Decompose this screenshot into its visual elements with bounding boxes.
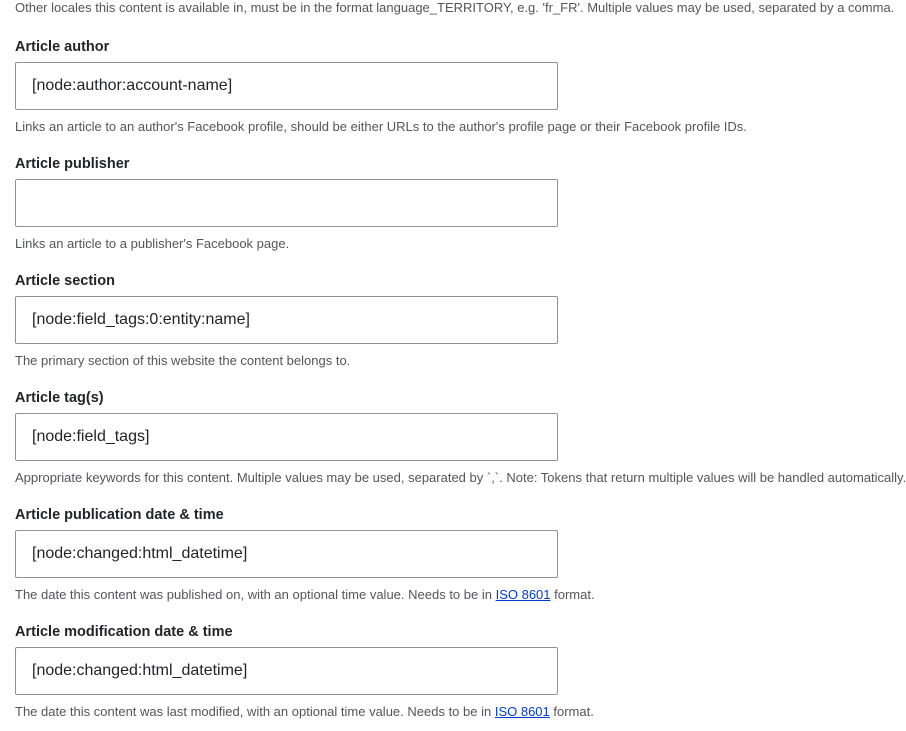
iso-8601-link[interactable]: ISO 8601 — [494, 704, 550, 719]
article-author-input[interactable] — [15, 62, 558, 110]
article-tags-description: Appropriate keywords for this content. Multiple values may be used, separated by `,`. Note: Tokens that return multiple values will be handled automatically. — [15, 470, 906, 485]
field-article-modified-time — [15, 623, 618, 720]
iso-8601-link[interactable]: ISO 8601 — [495, 587, 551, 602]
published-time-desc-suffix: format. — [550, 587, 595, 602]
modified-time-desc-prefix: The date this content was last modified, with an optional time value. Needs to be in — [15, 704, 495, 719]
locale-alternate-description: Other locales this content is available in, must be in the format language_TERRITORY, e.g. 'fr_FR'. Multiple values may be used, separated by a comma. — [15, 0, 895, 15]
article-modified-time-label: Article modification date & time — [15, 624, 233, 640]
article-published-time-description — [15, 587, 618, 603]
article-tags-label: Article tag(s) — [15, 390, 104, 406]
article-tags-input[interactable] — [15, 413, 558, 461]
field-article-tags — [15, 389, 906, 486]
article-author-description: Links an article to an author's Facebook profile, should be either URLs to the author's profile page or their Facebook profile IDs. — [15, 119, 747, 134]
article-published-time-input[interactable] — [15, 530, 558, 578]
article-section-label: Article section — [15, 273, 115, 289]
article-publisher-description: Links an article to a publisher's Facebook page. — [15, 236, 290, 251]
article-author-label: Article author — [15, 39, 110, 55]
article-modified-time-description — [15, 704, 618, 720]
article-publisher-input[interactable] — [15, 179, 558, 227]
field-article-section — [15, 272, 618, 369]
field-article-published-time — [15, 506, 618, 603]
modified-time-desc-suffix: format. — [549, 704, 594, 719]
published-time-desc-prefix: The date this content was published on, with an optional time value. Needs to be in — [15, 587, 496, 602]
article-publisher-label: Article publisher — [15, 156, 130, 172]
article-published-time-label: Article publication date & time — [15, 507, 224, 523]
field-article-publisher — [15, 155, 618, 252]
field-article-author — [15, 38, 747, 135]
article-modified-time-input[interactable] — [15, 647, 558, 695]
article-section-input[interactable] — [15, 296, 558, 344]
article-section-description: The primary section of this website the content belongs to. — [15, 353, 351, 368]
